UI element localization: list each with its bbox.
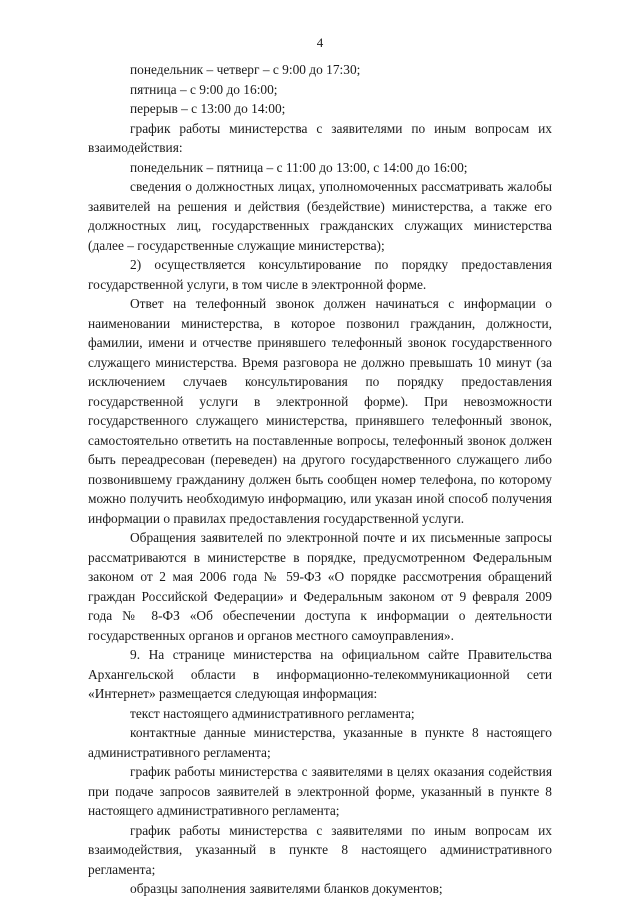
paragraph-regulation-text: текст настоящего административного регламента; — [130, 705, 415, 721]
paragraph-schedule-fri: пятница – с 9:00 до 16:00; — [130, 81, 278, 97]
paragraph-other-schedule: график работы министерства с заявителями по иным вопросам их взаимодействия, указанный в пункте 8 настоящего административного регламента; — [88, 822, 552, 877]
paragraph-officials-info: сведения о должностных лицах, уполномоченных рассматривать жалобы заявителей на решения и действия (бездействие) министерства, а также его должностных лиц, государственных гражданских служащих министерства (далее – государственные служащие министерства); — [88, 179, 552, 253]
paragraph-email-requests: Обращения заявителей по электронной почте и их письменные запросы рассматриваются в министерстве в порядке, предусмотренном Федеральным законом от 2 мая 2006 года № 59-ФЗ «О порядке рассмотрения обращений граждан Российской Федерации» и Федеральным законом от 9 февраля 2009 года № 8-ФЗ «Об обеспечении доступа к информации о деятельности государственных органов и органов местного самоуправления». — [88, 530, 552, 643]
paragraph-schedule-mon-thu: понедельник – четверг – с 9:00 до 17:30; — [130, 62, 361, 77]
paragraph-schedule-break: перерыв – с 13:00 до 14:00; — [130, 101, 286, 116]
paragraph-contact-data: контактные данные министерства, указанные в пункте 8 настоящего административного регламента; — [88, 725, 552, 760]
paragraph-consulting: 2) осуществляется консультирование по порядку предоставления государственной услуги, в том числе в электронной форме. — [88, 257, 552, 292]
paragraph-phone-answer: Ответ на телефонный звонок должен начинаться с информации о наименовании министерства, в которое позвонил гражданин, должности, фамилии, имени и отчестве принявшего телефонный звонок государственного служащего министерства. Время разговора не должно превышать 10 минут (за исключением случаев консультирования по порядку предоставления государственной услуги в электронной форме). При невозможности государственного служащего министерства, принявшего телефонный звонок, самостоятельно ответить на поставленные вопросы, телефонный звонок должен быть переадресован (переведен) на другого государственного служащего либо позвонившему гражданину должен быть сообщен номер телефона, по которому можно получить необходимую информацию, или указан иной способ получения информации о правилах предоставления государственной услуги. — [88, 296, 552, 526]
document-body — [88, 60, 552, 899]
paragraph-other-questions-schedule: график работы министерства с заявителями по иным вопросам их взаимодействия: — [88, 120, 552, 155]
paragraph-schedule-mon-fri: понедельник – пятница – с 11:00 до 13:00, с 14:00 до 16:00; — [130, 159, 468, 175]
page-number: 4 — [316, 35, 324, 50]
paragraph-form-samples: образцы заполнения заявителями бланков документов; — [130, 881, 443, 896]
paragraph-electronic-schedule: график работы министерства с заявителями в целях оказания содействия при подаче запросов заявителей в электронной форме, указанный в пункте 8 настоящего административного регламента; — [88, 764, 552, 818]
paragraph-item-9: 9. На странице министерства на официальном сайте Правительства Архангельской области в информационно-телекоммуникационной сети «Интернет» размещается следующая информация: — [88, 647, 552, 701]
